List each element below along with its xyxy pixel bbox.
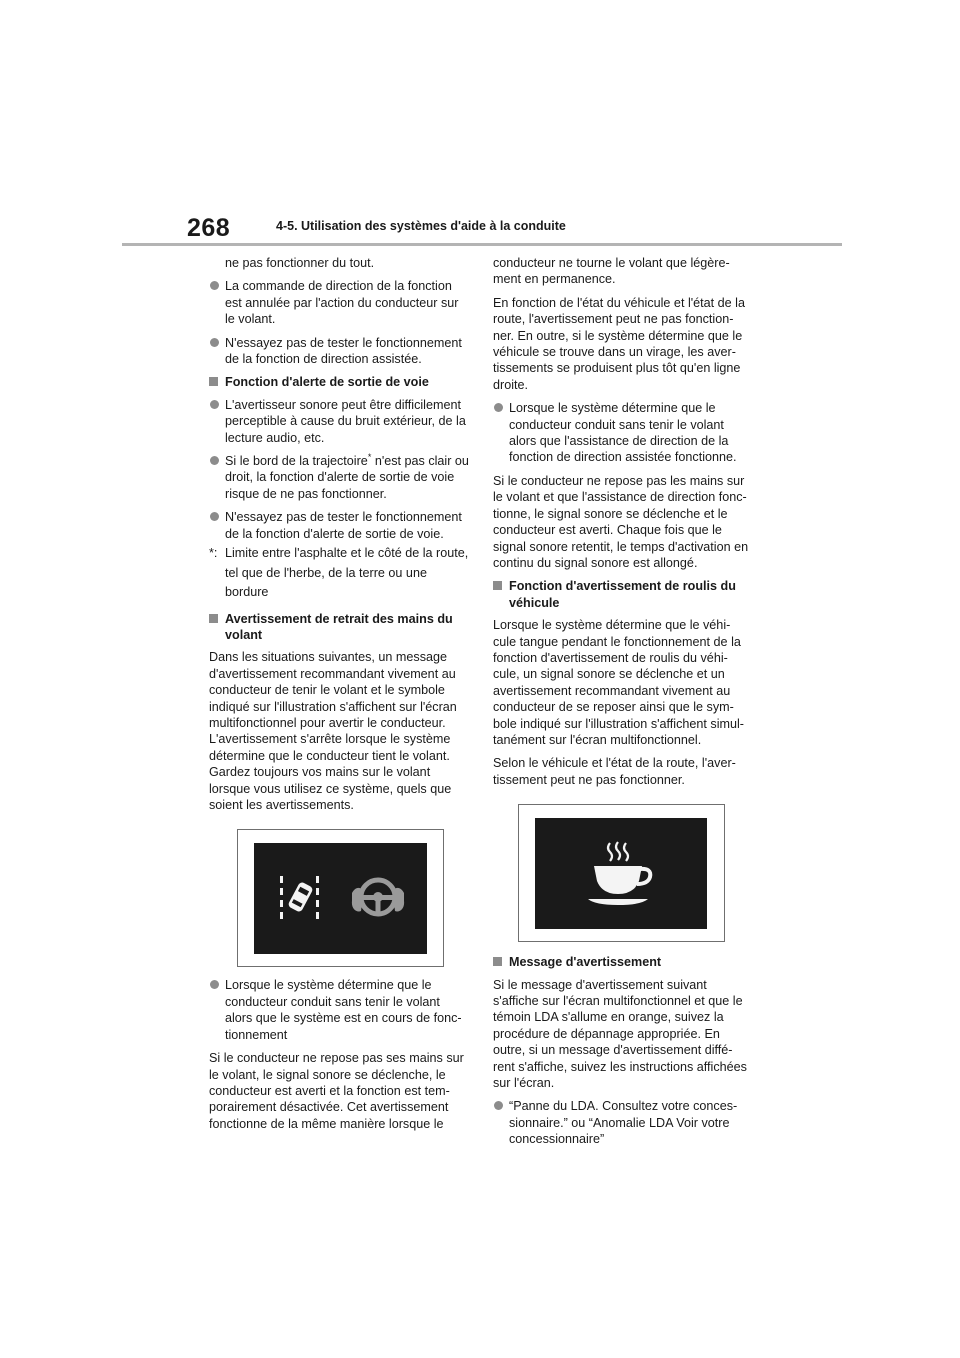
bullet-item [209,397,469,446]
paragraph: ne pas fonctionner du tout. [225,256,375,270]
bullet-dot-icon [210,980,219,989]
paragraph: Si le conducteur ne repose pas les mains sur le volant et que l'assistance de direction fonc-tionne, le signal sonore se déclenche et le conducteur est averti. Chaque fois que le signal sonore retentit, le temps d'activation en continu du signal sonore est allongé. [493,473,749,570]
subsection-heading [209,611,469,644]
bullet-text-end: n'est pas clair ou droit, la fonction d'alerte de sortie de voie risque de ne pas fonctionner. [225,454,469,501]
paragraph: conducteur ne tourne le volant que légère-ment en permanence. [493,256,730,287]
footnote-mark: *: [209,546,218,561]
paragraph: En fonction de l'état du véhicule et l'état de la route, l'avertissement peut ne pas fonction-ner. En outre, si le système détermine que le véhicule se trouve dans un virage, les aver-tissements se produisent plus tôt qu'en ligne droite. [493,295,745,392]
footnote-ref: * [367,451,372,462]
bullet-dot-icon [494,1101,503,1110]
footnote-text: Limite entre l'asphalte et le côté de la route, tel que de l'herbe, de la terre ou une bordure [225,546,469,600]
paragraph: Selon le véhicule et l'état de la route, l'aver-tissement peut ne pas fonctionner. [493,756,736,787]
paragraph: Si le conducteur ne repose pas ses mains sur le volant, le signal sonore se déclenche, le conducteur est averti et la fonction est tem-porairement désactivée. Cet avertissement fonctionne de la même manière lorsque le [209,1051,464,1131]
bullet-text: La commande de direction de la fonction est annulée par l'action du conducteur sur le volant. [225,279,459,327]
bullet-text [225,451,469,501]
bullet-item [209,977,469,1043]
figure-drowsiness-warning [518,804,725,942]
square-marker-icon [493,957,502,966]
heading-text: Avertissement de retrait des mains du volant [225,611,453,642]
bullet-item [209,453,469,502]
square-marker-icon [493,581,502,590]
bullet-dot-icon [210,338,219,347]
square-marker-icon [209,377,218,386]
bullet-item [493,1098,753,1147]
bullet-item [209,335,469,368]
square-marker-icon [209,614,218,623]
bullet-item [209,509,469,542]
bullet-text: Lorsque le système détermine que le conducteur conduit sans tenir le volant alors que le système est en cours de fonc-tionnement [225,978,462,1042]
bullet-text: Lorsque le système détermine que le conducteur conduit sans tenir le volant alors que l'assistance de direction de la fonction de direction assistée fonctionne. [509,401,737,465]
lane-departure-car-icon [276,871,326,927]
bullet-text: N'essayez pas de tester le fonctionnement de la fonction de direction assistée. [225,335,462,367]
display-screen [254,843,427,954]
subsection-heading [209,374,469,390]
bullet-text-start: Si le bord de la trajectoire [225,454,368,469]
page-number: 268 [187,214,231,242]
right-column [493,255,753,1155]
paragraph: Dans les situations suivantes, un message d'avertissement recommandant vivement au conducteur de tenir le volant et le symbole indiqué sur l'illustration s'affichent sur l'écran multifonctionnel pour avertir le conducteur. L'avertissement s'arrête lorsque le système détermine que le conducteur tient le volant. Gardez toujours vos mains sur le volant lorsque vous utilisez ce système, quels que soient les avertissements. [209,650,457,813]
subsection-heading [493,578,753,611]
heading-text: Fonction d'avertissement de roulis du véhicule [509,579,736,610]
heading-text: Fonction d'alerte de sortie de voie [225,375,429,390]
coffee-cup-icon [586,839,658,911]
bullet-dot-icon [210,281,219,290]
heading-text: Message d'avertissement [509,955,662,970]
subsection-heading [493,954,753,970]
section-title: 4-5. Utilisation des systèmes d'aide à la conduite [276,219,566,233]
bullet-dot-icon [494,403,503,412]
bullet-dot-icon [210,456,219,465]
footnote [209,544,469,603]
paragraph: Si le message d'avertissement suivant s'affiche sur l'écran multifonctionnel et que le témoin LDA s'allume en orange, suivez la procédure de dépannage appropriée. En outre, si un message d'avertissement diffé-rent s'affiche, suivez les instructions affichées sur l'écran. [493,977,747,1091]
bullet-dot-icon [210,400,219,409]
left-column [209,255,469,1139]
header-rule [122,243,842,246]
bullet-dot-icon [210,512,219,521]
display-screen [535,818,707,929]
bullet-text: “Panne du LDA. Consultez votre conces-sionnaire.” ou “Anomalie LDA Voir votre concessionnaire” [509,1099,738,1147]
bullet-item [493,400,753,466]
steering-wheel-hands-icon [348,873,408,923]
bullet-text: L'avertisseur sonore peut être difficilement perceptible à cause du bruit extérieur, de la lecture audio, etc. [225,397,466,445]
paragraph: Lorsque le système détermine que le véhi-cule tangue pendant le fonctionnement de la fonction d'avertissement de roulis du véhi-cule, un signal sonore se déclenche et un avertissement recommandant vivement au conducteur de se reposer ainsi que le sym-bole indiqué sur l'illustration s'affichent simul-tanément sur l'écran multifonctionnel. [493,618,744,747]
bullet-text: N'essayez pas de tester le fonctionnement de la fonction d'alerte de sortie de voie. [225,510,462,541]
bullet-item [209,278,469,327]
figure-hands-off-warning [237,829,444,967]
